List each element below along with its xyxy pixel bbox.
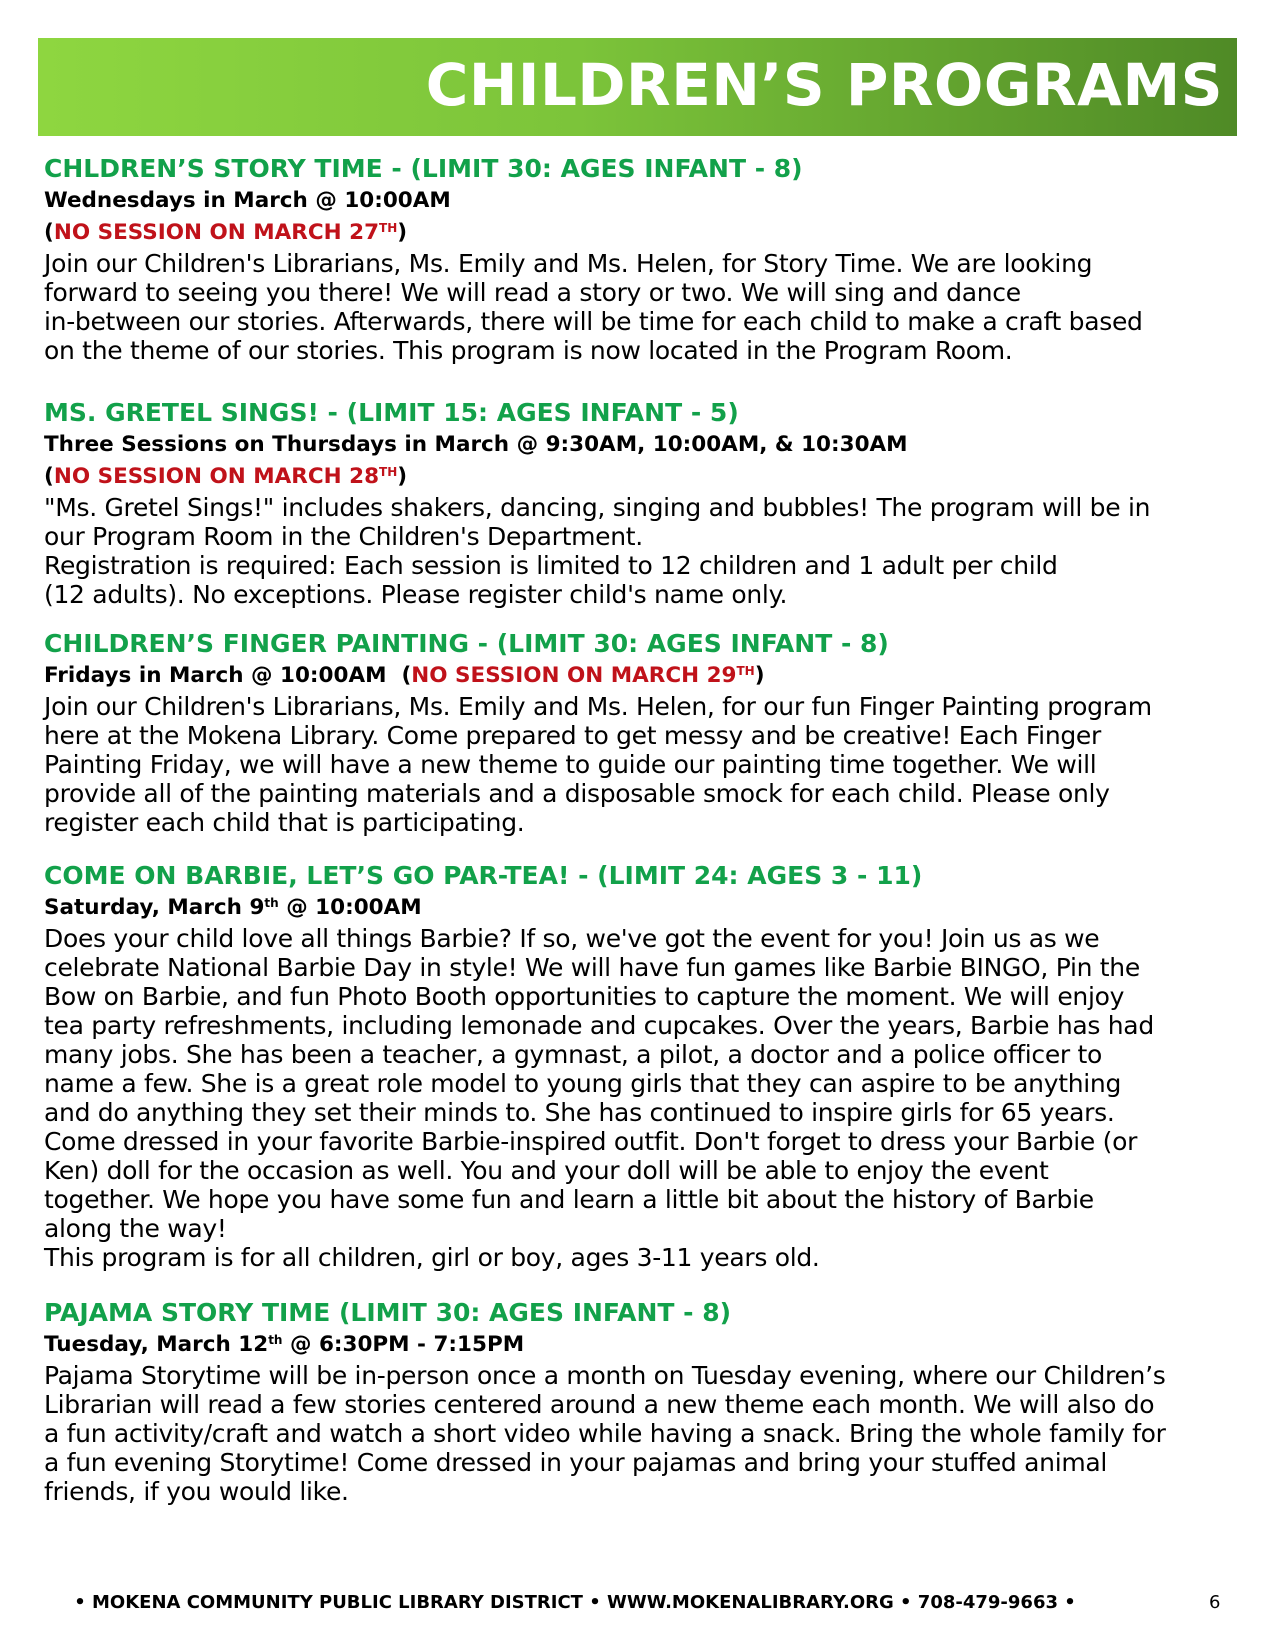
program-schedule: Wednesdays in March @ 10:00AM	[44, 188, 451, 213]
no-session-note: (NO SESSION ON MARCH 27TH)	[44, 220, 408, 245]
program-description: Does your child love all things Barbie? If so, we've got the event for you! Join us as we celebrate National Barbie Day in style! We will have fun games like Barbie BINGO, Pin the Bow on Barbie, and fun Photo Booth opportunities to capture the moment. We will enjoy tea party refreshments, including lemonade and cupcakes. Over the years, Barbie has had many jobs. She has been a teacher, a gymnast, a pilot, a doctor and a police officer to name a few. She is a great role model to young girls that they can aspire to be anything and do anything they set their minds to. She has continued to inspire girls for 65 years. Come dressed in your favorite Barbie-inspired outfit. Don't forget to dress your Barbie (or Ken) doll for the occasion as well. You and your doll will be able to enjoy the event together. We hope you have some fun and learn a little bit about the history of Barbie along the way! This program is for all children, girl or boy, ages 3-11 years old.	[44, 924, 1154, 1272]
program-description: Join our Children's Librarians, Ms. Emily and Ms. Helen, for Story Time. We are looking forward to seeing you there! We will read a story or two. We will sing and dance in-between our stories. Afterwards, there will be time for each child to make a craft based on the theme of our stories. This program is now located in the Program Room.	[44, 249, 1143, 365]
program-finger-painting	[44, 628, 1234, 837]
program-barbie-party	[44, 860, 1234, 1272]
program-gretel-sings	[44, 397, 1234, 609]
program-heading: CHLDREN’S STORY TIME - (LIMIT 30: AGES INFANT - 8)	[44, 154, 803, 183]
program-description: Pajama Storytime will be in-person once a month on Tuesday evening, where our Children’s Librarian will read a few stories centered around a new theme each month. We will also do a fun activity/craft and watch a short video while having a snack. Bring the whole family for a fun evening Storytime! Come dressed in your pajamas and bring your stuffed animal friends, if you would like.	[44, 1361, 1166, 1506]
program-heading: CHILDREN’S FINGER PAINTING - (LIMIT 30: AGES INFANT - 8)	[44, 629, 889, 658]
program-heading: PAJAMA STORY TIME (LIMIT 30: AGES INFANT - 8)	[44, 1298, 732, 1327]
program-schedule: Tuesday, March 12th @ 6:30PM - 7:15PM	[44, 1332, 525, 1357]
page-title: CHILDREN’S PROGRAMS	[425, 51, 1223, 119]
program-description: "Ms. Gretel Sings!" includes shakers, dancing, singing and bubbles! The program will be in our Program Room in the Children's Department. Registration is required: Each session is limited to 12 children and 1 adult per child (12 adults). No exceptions. Please register child's name only.	[44, 493, 1151, 609]
header-banner	[38, 38, 1237, 136]
program-schedule: Three Sessions on Thursdays in March @ 9:30AM, 10:00AM, & 10:30AM	[44, 432, 908, 457]
program-pajama-story-time	[44, 1297, 1234, 1506]
no-session-note: (NO SESSION ON MARCH 28TH)	[44, 464, 408, 489]
program-heading: MS. GRETEL SINGS! - (LIMIT 15: AGES INFANT - 5)	[44, 398, 739, 427]
program-story-time	[44, 153, 1234, 365]
program-description: Join our Children's Librarians, Ms. Emily and Ms. Helen, for our fun Finger Painting program here at the Mokena Library. Come prepared to get messy and be creative! Each Finger Painting Friday, we will have a new theme to guide our painting time together. We will provide all of the painting materials and a disposable smock for each child. Please only register each child that is participating.	[44, 692, 1152, 837]
program-schedule: Saturday, March 9th @ 10:00AM	[44, 895, 422, 920]
program-heading: COME ON BARBIE, LET’S GO PAR-TEA! - (LIMIT 24: AGES 3 - 11)	[44, 861, 923, 890]
program-schedule: Fridays in March @ 10:00AM (NO SESSION ON MARCH 29TH)	[44, 663, 765, 688]
footer-contact: • MOKENA COMMUNITY PUBLIC LIBRARY DISTRICT • WWW.MOKENALIBRARY.ORG • 708-479-9663 •	[74, 1592, 1076, 1613]
page-number: 6	[1209, 1592, 1221, 1613]
